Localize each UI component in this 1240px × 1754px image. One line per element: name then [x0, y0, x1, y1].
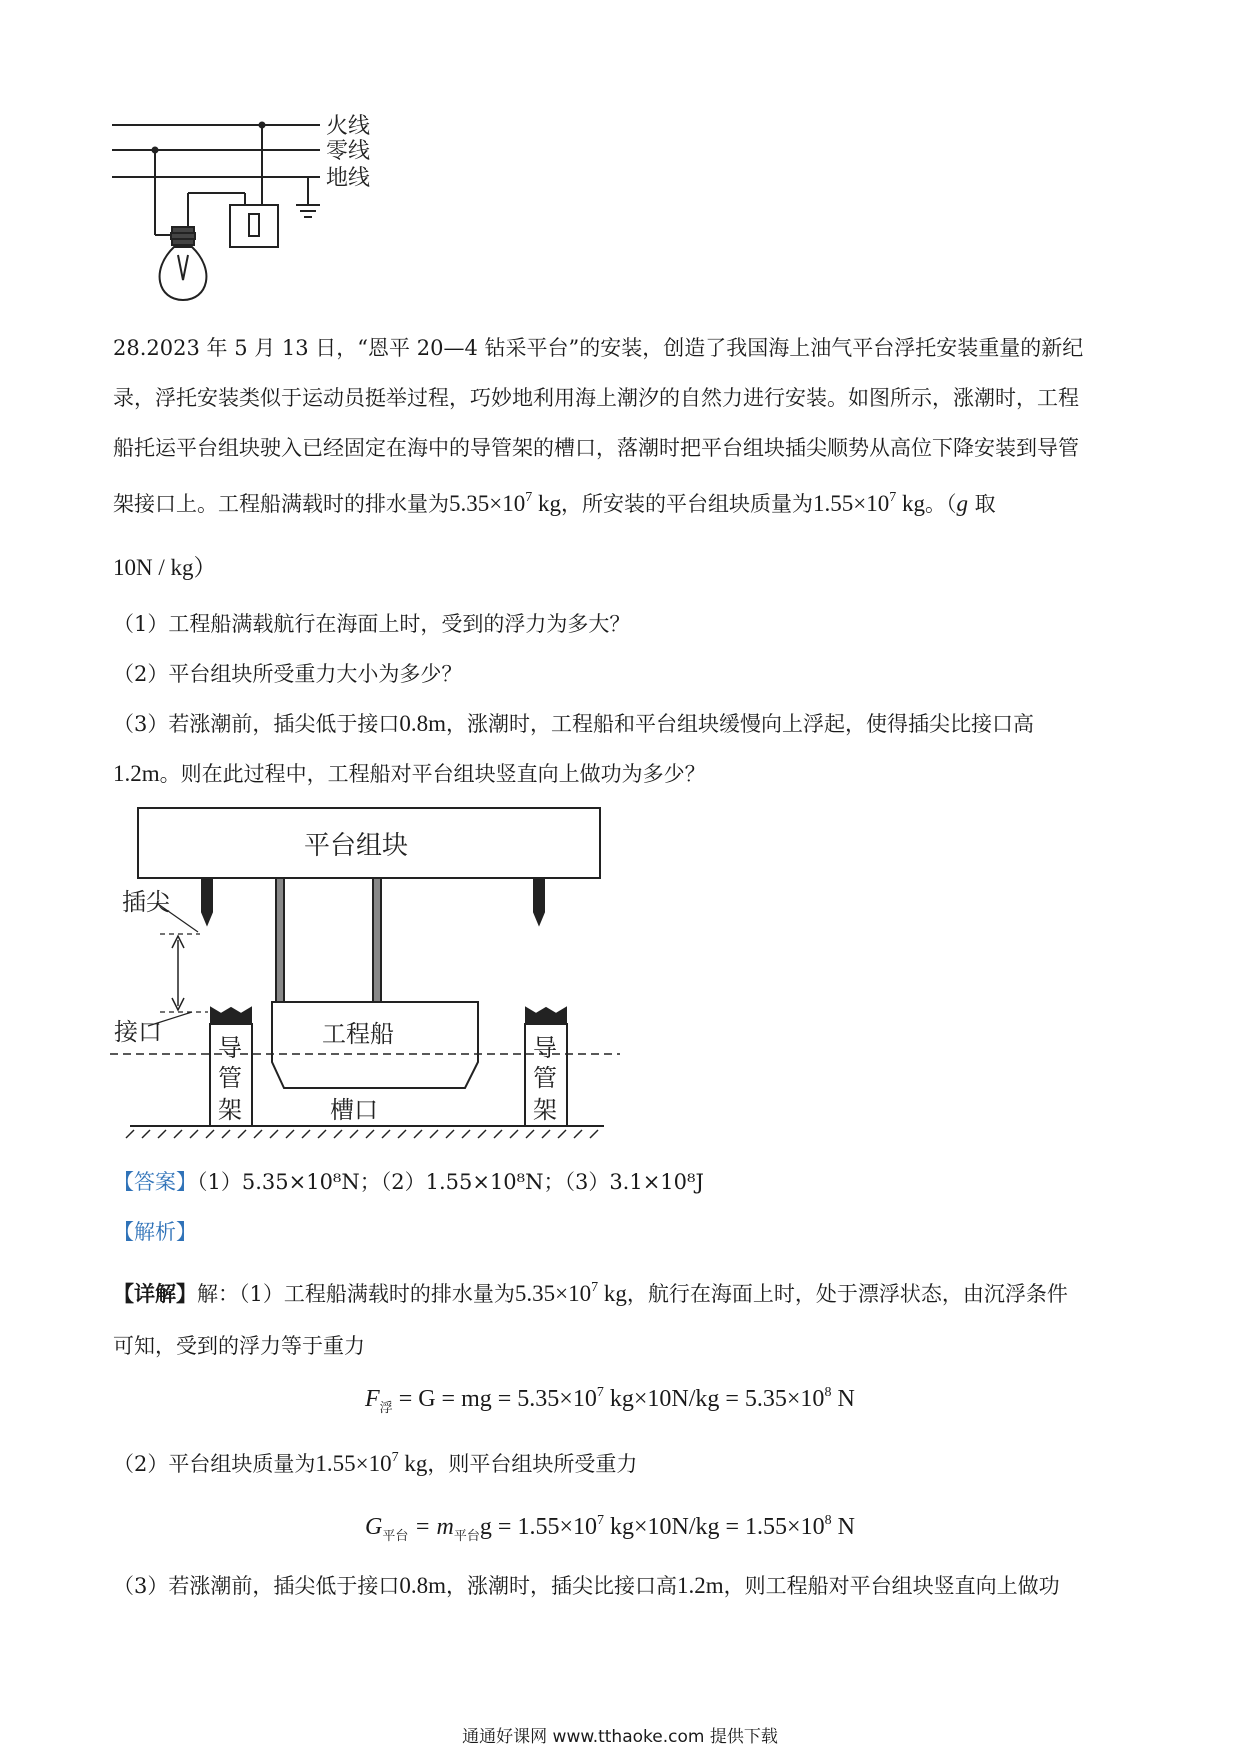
- answer-text: （1）5.35×10⁸N；（2）1.55×10⁸N；（3）3.1×10⁸J: [197, 1170, 704, 1194]
- ground-wire-label: 地线: [326, 166, 371, 191]
- circuit-diagram: [100, 95, 420, 315]
- question-line-1: 28.2023 年 5 月 13 日，“恩平 20—4 钻采平台”的安装，创造了我国海上油气平台浮托安装重量的新纪: [113, 336, 1084, 360]
- detail-tag: 【详解】: [113, 1281, 197, 1306]
- neutral-wire-label: 零线: [326, 139, 371, 164]
- equation-gravity: $G_{平台} = m_{平台}g = 1.55\times 10^7$ $kg\times 10N/kg = 1.55\times 10^8$ N: [365, 1513, 855, 1543]
- analysis-line: [113, 1220, 1128, 1244]
- question-line-3: 船托运平台组块驶入已经固定在海中的导管架的槽口，落潮时把平台组块插尖顺势从高位下降安装到导管: [113, 436, 1079, 460]
- light-bulb-icon: [160, 227, 207, 300]
- slot-label: 槽口: [330, 1096, 378, 1124]
- platform-label: 平台组块: [304, 831, 409, 861]
- answer-line: [113, 1170, 1128, 1194]
- detail-line-2: 可知，受到的浮力等于重力: [113, 1334, 365, 1358]
- jacket-left-char-2: 管: [218, 1064, 242, 1092]
- sub-question-2: （2）平台组块所受重力大小为多少？: [113, 662, 463, 686]
- ship-label: 工程船: [322, 1020, 394, 1048]
- live-wire-label: 火线: [326, 114, 371, 139]
- page-footer: 通通好课网 www.tthaoke.com 提供下载: [462, 1727, 778, 1747]
- detail-line-4: （3）若涨潮前，插尖低于接口0.8m，涨潮时，插尖比接口高1.2m，则工程船对平台组块竖直向上做功: [113, 1573, 1060, 1598]
- detail-line-3: （2）平台组块质量为$1.55\times 10^7$ kg，则平台组块所受重力: [113, 1450, 638, 1476]
- jacket-right-char-2: 管: [533, 1064, 557, 1092]
- question-line-4: 架接口上。工程船满载时的排水量为$5.35\times 10^7$ kg，所安装的平台组块质量为$1.55\times 10^7$ kg。（g 取: [113, 490, 996, 516]
- jacket-left-char-3: 架: [218, 1096, 242, 1124]
- jacket-left-char-1: 导: [218, 1034, 242, 1062]
- platform-diagram: [100, 800, 620, 1140]
- equation-buoyancy: $F_浮 = G$ = mg = $5.35\times 10^7$ $kg\times 10N/kg = 5.35\times 10^8$ N: [365, 1385, 855, 1415]
- joint-label: 接口: [114, 1018, 162, 1046]
- sub-question-1: （1）工程船满载航行在海面上时，受到的浮力为多大？: [113, 612, 631, 636]
- jacket-right-char-3: 架: [533, 1096, 557, 1124]
- answer-tag: 【答案】: [113, 1170, 197, 1194]
- question-line-2: 录，浮托安装类似于运动员挺举过程，巧妙地利用海上潮汐的自然力进行安装。如图所示，涨潮时，工程: [113, 386, 1079, 410]
- question-line-5: 10N / kg）: [113, 555, 217, 580]
- question-number: 28.: [113, 336, 147, 360]
- detail-line-1: 【详解】解：（1）工程船满载时的排水量为$5.35\times 10^7$ kg，航行在海面上时，处于漂浮状态，由沉浮条件: [113, 1280, 1068, 1306]
- tip-label: 插尖: [122, 888, 170, 916]
- sub-question-3: （3）若涨潮前，插尖低于接口0.8m，涨潮时，工程船和平台组块缓慢向上浮起，使得插尖比接口高: [113, 711, 1035, 736]
- analysis-tag: 【解析】: [113, 1220, 197, 1244]
- jacket-right-char-1: 导: [533, 1034, 557, 1062]
- sub-question-3-cont: 1.2m。则在此过程中，工程船对平台组块竖直向上做功为多少？: [113, 761, 706, 786]
